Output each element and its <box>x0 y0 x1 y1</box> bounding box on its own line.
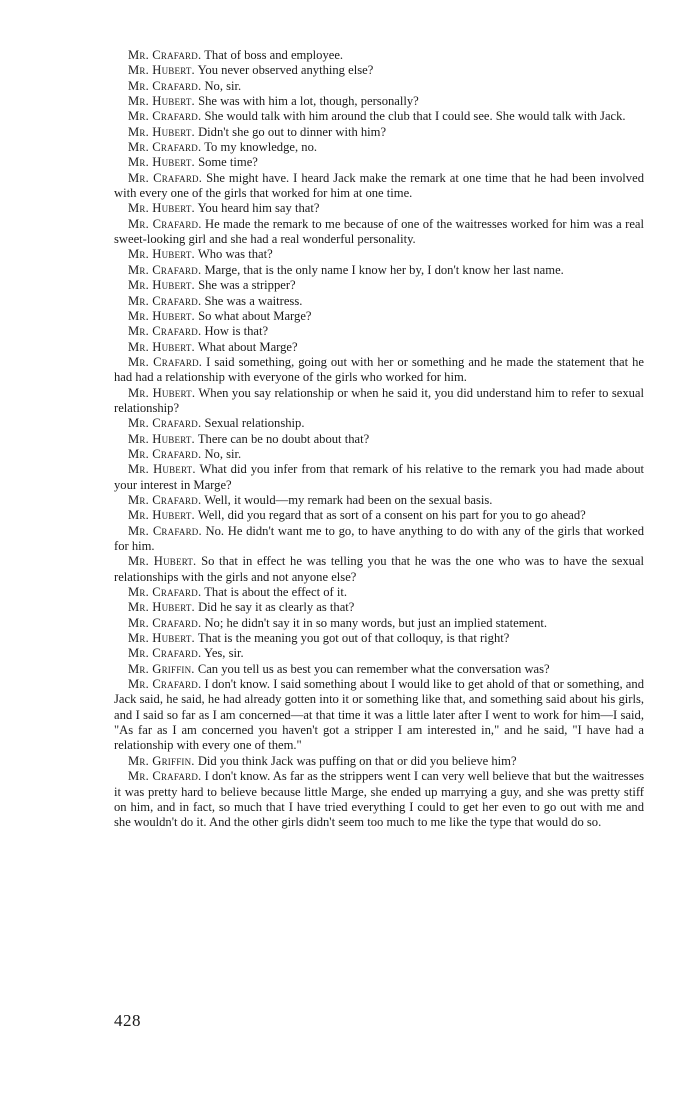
speaker-name: Mr. Hubert. <box>128 124 195 139</box>
testimony-paragraph <box>114 309 644 324</box>
testimony-paragraph <box>114 416 644 431</box>
statement-text: I don't know. As far as the strippers went I can very well believe that but the waitresses it was pretty hard to believe because little Marge, she ended up marrying a guy, and she was pretty stiff on him, and in fact, so much that I have tried everything I could to get her even to go out with me and she wouldn't do it. And the other girls didn't seem too much to me like the type that would do so. <box>114 769 644 830</box>
speaker-name: Mr. Hubert. <box>128 63 195 78</box>
speaker-name: Mr. Hubert. <box>128 278 195 293</box>
speaker-name: Mr. Hubert. <box>128 385 196 400</box>
statement-text: No. He didn't want me to go, to have anything to do with any of the girls that worked for him. <box>114 523 645 553</box>
testimony-paragraph <box>114 355 644 386</box>
testimony-paragraph <box>114 677 644 754</box>
speaker-name: Mr. Hubert. <box>128 339 195 354</box>
speaker-name: Mr. Crafard. <box>128 262 202 277</box>
statement-text: There can be no doubt about that? <box>197 431 370 446</box>
statement-text: No, sir. <box>204 78 242 93</box>
testimony-paragraph <box>114 600 644 615</box>
testimony-paragraph <box>114 432 644 447</box>
testimony-paragraph <box>114 94 644 109</box>
testimony-paragraph <box>114 324 644 339</box>
speaker-name: Mr. Griffin. <box>128 661 195 676</box>
testimony-paragraph <box>114 524 644 555</box>
testimony-paragraph <box>114 554 644 585</box>
statement-text: So that in effect he was telling you that he was the one who was to have the sexual relationships with the girls and not anyone else? <box>114 554 644 584</box>
testimony-paragraph <box>114 278 644 293</box>
statement-text: That is the meaning you got out of that colloquy, is that right? <box>197 631 510 646</box>
statement-text: Well, it would—my remark had been on the sexual basis. <box>204 492 493 507</box>
testimony-paragraph <box>114 294 644 309</box>
testimony-paragraph <box>114 201 644 216</box>
speaker-name: Mr. Crafard. <box>128 354 203 369</box>
testimony-paragraph <box>114 585 644 600</box>
testimony-paragraph <box>114 662 644 677</box>
statement-text: Marge, that is the only name I know her by, I don't know her last name. <box>204 262 564 277</box>
speaker-name: Mr. Hubert. <box>128 600 195 615</box>
testimony-paragraph <box>114 616 644 631</box>
speaker-name: Mr. Crafard. <box>128 769 202 784</box>
speaker-name: Mr. Crafard. <box>128 293 202 308</box>
speaker-name: Mr. Crafard. <box>128 446 202 461</box>
testimony-paragraph <box>114 646 644 661</box>
testimony-paragraph <box>114 125 644 140</box>
statement-text: So what about Marge? <box>198 308 312 323</box>
testimony-paragraph <box>114 340 644 355</box>
testimony-paragraph <box>114 63 644 78</box>
statement-text: Well, did you regard that as sort of a consent on his part for you to go ahead? <box>197 508 586 523</box>
speaker-name: Mr. Crafard. <box>128 170 203 185</box>
statement-text: I said something, going out with her or something and he made the statement that he had had a relationship with everyone of the girls who worked for him. <box>114 354 644 385</box>
testimony-paragraph <box>114 447 644 462</box>
statement-text: She would talk with him around the club that I could see. She would talk with Jack. <box>204 109 626 124</box>
testimony-paragraph <box>114 247 644 262</box>
testimony-paragraph <box>114 631 644 646</box>
testimony-paragraph <box>114 171 644 202</box>
testimony-paragraph <box>114 769 644 830</box>
testimony-paragraph <box>114 754 644 769</box>
testimony-paragraph <box>114 155 644 170</box>
statement-text: To my knowledge, no. <box>204 140 318 155</box>
statement-text: You heard him say that? <box>197 201 320 216</box>
statement-text: How is that? <box>204 324 269 339</box>
speaker-name: Mr. Crafard. <box>128 416 202 431</box>
speaker-name: Mr. Hubert. <box>128 201 195 216</box>
transcript-page <box>114 48 644 831</box>
speaker-name: Mr. Crafard. <box>128 646 202 661</box>
testimony-paragraph <box>114 79 644 94</box>
statement-text: Can you tell us as best you can remember what the conversation was? <box>197 661 550 676</box>
statement-text: Some time? <box>198 155 258 170</box>
testimony-paragraph <box>114 140 644 155</box>
statement-text: She might have. I heard Jack make the remark at one time that he had been involved with every one of the girls that worked for him at one time. <box>114 170 644 201</box>
speaker-name: Mr. Crafard. <box>128 523 202 538</box>
statement-text: When you say relationship or when he said it, you did understand him to refer to sexual relationship? <box>114 385 645 415</box>
statement-text: Sexual relationship. <box>204 416 305 431</box>
speaker-name: Mr. Crafard. <box>128 324 202 339</box>
speaker-name: Mr. Hubert. <box>128 462 196 477</box>
speaker-name: Mr. Crafard. <box>128 48 202 62</box>
speaker-name: Mr. Hubert. <box>128 631 195 646</box>
testimony-paragraph <box>114 48 644 63</box>
statement-text: Didn't she go out to dinner with him? <box>198 124 387 139</box>
speaker-name: Mr. Hubert. <box>128 508 195 523</box>
page-number: 428 <box>114 1011 141 1030</box>
speaker-name: Mr. Hubert. <box>128 247 195 262</box>
statement-text: That is about the effect of it. <box>204 585 348 600</box>
statement-text: She was with him a lot, though, personally? <box>198 94 419 109</box>
statement-text: You never observed anything else? <box>197 63 374 78</box>
speaker-name: Mr. Griffin. <box>128 753 195 768</box>
statement-text: What about Marge? <box>197 339 298 354</box>
statement-text: Did he say it as clearly as that? <box>198 600 355 615</box>
statement-text: She was a waitress. <box>204 293 303 308</box>
testimony-paragraph <box>114 217 644 248</box>
statement-text: No; he didn't say it in so many words, but just an implied statement. <box>204 615 548 630</box>
statement-text: I don't know. I said something about I would like to get ahold of that or something, and Jack said, he said, he had already gotten into it or something like that, and something said about his girls, and I said so far as I am concerned—at that time it was a little later after I went to work for him—I said, "As far as I am concerned you haven't got a stripper I am interested in," and he said, "I have had a relationship with every one of them." <box>114 677 644 753</box>
testimony-paragraph <box>114 462 644 493</box>
statement-text: She was a stripper? <box>198 278 296 293</box>
testimony-paragraph <box>114 386 644 417</box>
speaker-name: Mr. Crafard. <box>128 677 202 692</box>
speaker-name: Mr. Crafard. <box>128 492 202 507</box>
speaker-name: Mr. Hubert. <box>128 94 195 109</box>
statement-text: What did you infer from that remark of his relative to the remark you had made about your interest in Marge? <box>114 462 644 492</box>
statement-text: No, sir. <box>204 446 242 461</box>
statement-text: Yes, sir. <box>203 646 244 661</box>
speaker-name: Mr. Crafard. <box>128 615 202 630</box>
testimony-paragraph <box>114 493 644 508</box>
speaker-name: Mr. Crafard. <box>128 216 202 231</box>
statement-text: Did you think Jack was puffing on that or did you believe him? <box>197 753 517 768</box>
statement-text: Who was that? <box>197 247 273 262</box>
statement-text: That of boss and employee. <box>204 48 344 62</box>
statement-text: He made the remark to me because of one of the waitresses worked for him was a real sweet-looking girl and she had a real wonderful personality. <box>114 216 644 247</box>
speaker-name: Mr. Crafard. <box>128 109 202 124</box>
speaker-name: Mr. Hubert. <box>128 554 197 569</box>
speaker-name: Mr. Crafard. <box>128 78 202 93</box>
speaker-name: Mr. Crafard. <box>128 140 202 155</box>
speaker-name: Mr. Crafard. <box>128 585 202 600</box>
speaker-name: Mr. Hubert. <box>128 155 195 170</box>
speaker-name: Mr. Hubert. <box>128 308 195 323</box>
speaker-name: Mr. Hubert. <box>128 431 195 446</box>
testimony-paragraph <box>114 109 644 124</box>
testimony-paragraph <box>114 263 644 278</box>
testimony-paragraph <box>114 508 644 523</box>
